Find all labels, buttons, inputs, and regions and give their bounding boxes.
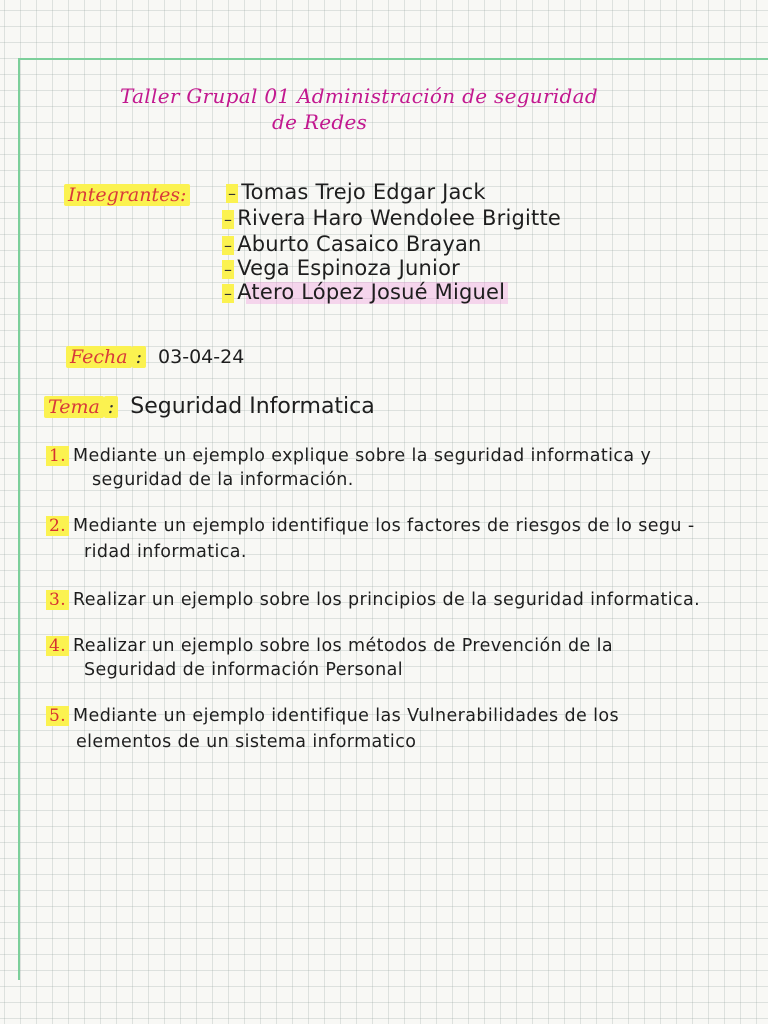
question-number: 4. xyxy=(46,636,69,656)
topic-colon: : xyxy=(104,396,118,418)
bullet-dash: – xyxy=(228,183,237,203)
question-item-1-cont: seguridad de la información. xyxy=(92,470,354,490)
date-colon: : xyxy=(132,346,146,368)
question-item-1 xyxy=(46,446,651,466)
page-title-line-1: Taller Grupal 01 Administración de seguridad xyxy=(120,84,598,108)
member-item xyxy=(222,206,561,230)
member-item xyxy=(226,180,486,204)
bullet-dash: – xyxy=(224,283,233,303)
member-item xyxy=(222,256,460,280)
topic-label: Tema xyxy=(44,396,104,418)
bullet-dash: – xyxy=(224,235,233,255)
question-item-4-cont: Seguridad de información Personal xyxy=(84,660,403,680)
question-text: Mediante un ejemplo identifique las Vulnerabilidades de los xyxy=(73,706,619,726)
question-item-5 xyxy=(46,706,619,726)
member-name: Vega Espinoza Junior xyxy=(237,256,460,280)
question-number: 5. xyxy=(46,706,69,726)
member-name: Atero López Josué Miguel xyxy=(237,280,506,304)
member-name: Aburto Casaico Brayan xyxy=(237,232,482,256)
question-item-3 xyxy=(46,590,700,610)
date-value: 03-04-24 xyxy=(158,346,245,368)
question-text: Mediante un ejemplo explique sobre la seguridad informatica y xyxy=(73,446,652,466)
topic-row xyxy=(44,394,375,419)
question-text: Realizar un ejemplo sobre los principios de la seguridad informatica. xyxy=(73,590,701,610)
member-name: Tomas Trejo Edgar Jack xyxy=(241,180,486,204)
question-item-2-cont: ridad informatica. xyxy=(84,542,247,562)
members-label-text: Integrantes: xyxy=(64,184,190,206)
question-text: Mediante un ejemplo identifique los factores de riesgos de lo segu - xyxy=(73,516,695,536)
date-label: Fecha xyxy=(66,346,132,368)
members-label xyxy=(64,184,190,206)
question-item-5-cont: elementos de un sistema informatico xyxy=(76,732,417,752)
date-row xyxy=(66,346,244,368)
page-title-line-2: de Redes xyxy=(272,110,368,134)
member-item xyxy=(222,232,482,256)
question-text: Realizar un ejemplo sobre los métodos de Prevención de la xyxy=(73,636,614,656)
question-item-2 xyxy=(46,516,695,536)
bullet-dash: – xyxy=(224,259,233,279)
question-number: 3. xyxy=(46,590,69,610)
question-item-4 xyxy=(46,636,613,656)
member-item xyxy=(222,280,505,304)
bullet-dash: – xyxy=(224,209,233,229)
question-number: 2. xyxy=(46,516,69,536)
topic-value: Seguridad Informatica xyxy=(130,394,375,419)
question-number: 1. xyxy=(46,446,69,466)
member-name: Rivera Haro Wendolee Brigitte xyxy=(237,206,562,230)
